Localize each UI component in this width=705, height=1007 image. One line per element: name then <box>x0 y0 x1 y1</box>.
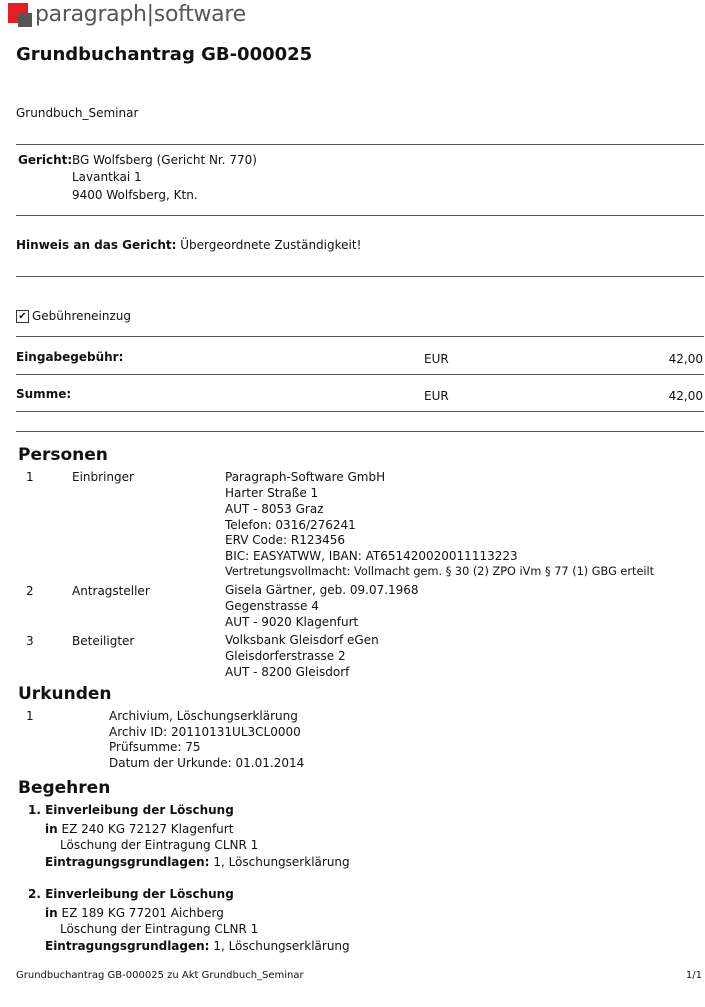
brand-logo <box>8 2 246 28</box>
person-line: Gegenstrasse 4 <box>225 599 319 613</box>
person-nr: 2 <box>26 584 34 598</box>
begehren-detail: Löschung der Eintragung CLNR 1 <box>60 838 259 852</box>
urkunde-line: Prüfsumme: 75 <box>109 740 201 754</box>
gebuehren-checkbox[interactable] <box>16 310 29 323</box>
logo-mark-icon <box>8 3 32 27</box>
person-line: Telefon: 0316/276241 <box>225 518 356 532</box>
hinweis-text: Übergeordnete Zuständigkeit! <box>180 238 362 252</box>
fee-amount: 42,00 <box>668 389 703 403</box>
page-title: Grundbuchantrag GB-000025 <box>16 44 313 65</box>
begehren-heading: Begehren <box>18 778 111 798</box>
fee-currency: EUR <box>424 352 449 366</box>
personen-heading: Personen <box>18 445 108 465</box>
divider <box>16 215 704 216</box>
begehren-grund <box>45 939 350 953</box>
urkunden-heading: Urkunden <box>18 684 112 704</box>
person-line: AUT - 8053 Graz <box>225 502 324 516</box>
urkunde-nr: 1 <box>26 709 34 723</box>
in-label: in <box>45 822 58 836</box>
begehren-in <box>45 822 233 836</box>
person-line: Harter Straße 1 <box>225 486 319 500</box>
in-text: EZ 189 KG 77201 Aichberg <box>61 906 224 920</box>
grund-label: Eintragungsgrundlagen: <box>45 939 210 953</box>
divider <box>16 431 704 432</box>
person-line: Gleisdorferstrasse 2 <box>225 649 346 663</box>
fee-currency: EUR <box>424 389 449 403</box>
person-line: AUT - 9020 Klagenfurt <box>225 615 359 629</box>
hinweis <box>16 238 361 252</box>
gericht-line: Lavantkai 1 <box>72 170 142 184</box>
gericht-label: Gericht: <box>18 153 73 167</box>
divider <box>16 336 704 337</box>
grund-text: 1, Löschungserklärung <box>213 855 350 869</box>
urkunde-line: Archivium, Löschungserklärung <box>109 709 298 723</box>
footer-left: Grundbuchantrag GB-000025 zu Akt Grundbuch_Seminar <box>16 970 304 981</box>
gebuehren-label: Gebühreneinzug <box>32 309 132 323</box>
hinweis-label: Hinweis an das Gericht: <box>16 238 177 252</box>
divider <box>16 144 704 145</box>
begehren-in <box>45 906 224 920</box>
footer-page: 1/1 <box>685 970 702 981</box>
fee-amount: 42,00 <box>668 352 703 366</box>
person-role: Einbringer <box>72 470 134 484</box>
person-line: BIC: EASYATWW, IBAN: AT651420020011113223 <box>225 549 518 563</box>
divider <box>16 276 704 277</box>
begehren-title: 2. Einverleibung der Löschung <box>28 887 234 901</box>
person-line: ERV Code: R123456 <box>225 533 346 547</box>
person-line: Paragraph-Software GmbH <box>225 470 386 484</box>
gericht-line: BG Wolfsberg (Gericht Nr. 770) <box>72 153 257 167</box>
urkunde-line: Archiv ID: 20110131UL3CL0000 <box>109 725 301 739</box>
person-role: Antragsteller <box>72 584 150 598</box>
brand-name: paragraph|software <box>35 2 246 27</box>
person-line: Vertretungsvollmacht: Vollmacht gem. § 30 (2) ZPO iVm § 77 (1) GBG erteilt <box>225 565 655 578</box>
in-text: EZ 240 KG 72127 Klagenfurt <box>61 822 234 836</box>
divider <box>16 374 704 375</box>
begehren-grund <box>45 855 350 869</box>
grund-label: Eintragungsgrundlagen: <box>45 855 210 869</box>
check-icon: ✔ <box>18 311 27 322</box>
person-role: Beteiligter <box>72 634 135 648</box>
grund-text: 1, Löschungserklärung <box>213 939 350 953</box>
person-nr: 1 <box>26 470 34 484</box>
person-nr: 3 <box>26 634 34 648</box>
gericht-line: 9400 Wolfsberg, Ktn. <box>72 188 198 202</box>
person-line: AUT - 8200 Gleisdorf <box>225 665 350 679</box>
person-line: Volksbank Gleisdorf eGen <box>225 633 379 647</box>
akt-name: Grundbuch_Seminar <box>16 106 139 120</box>
person-line: Gisela Gärtner, geb. 09.07.1968 <box>225 583 419 597</box>
fee-label: Summe: <box>16 387 72 401</box>
divider <box>16 411 704 412</box>
urkunde-line: Datum der Urkunde: 01.01.2014 <box>109 756 305 770</box>
begehren-title: 1. Einverleibung der Löschung <box>28 803 234 817</box>
begehren-detail: Löschung der Eintragung CLNR 1 <box>60 922 259 936</box>
fee-label: Eingabegebühr: <box>16 350 124 364</box>
in-label: in <box>45 906 58 920</box>
